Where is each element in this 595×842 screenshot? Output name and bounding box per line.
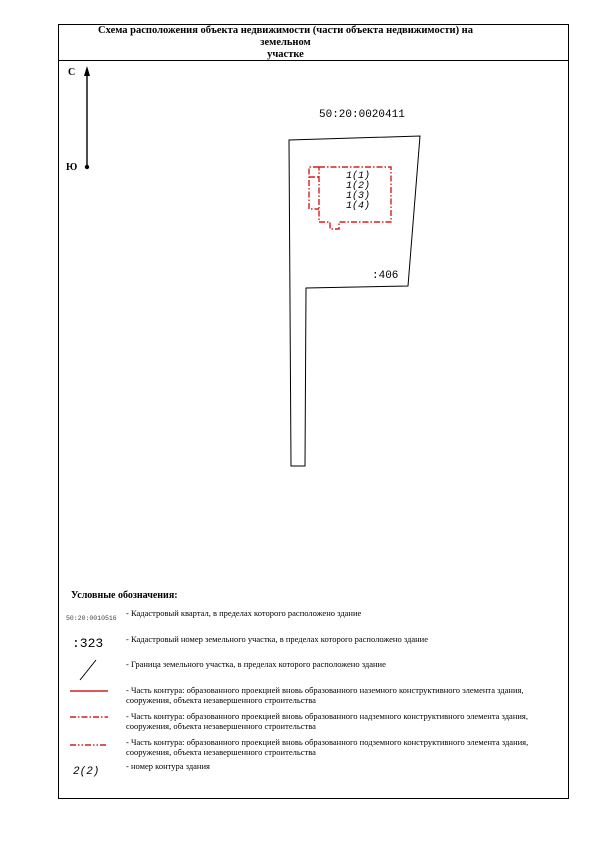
legend-text-boundary: - Граница земельного участка, в пределах которого расположено здание bbox=[126, 659, 386, 669]
north-arrow-icon bbox=[84, 66, 90, 169]
legend-text-underground-contour: - Часть контура: образованного проекцией вновь образованного подземного конструктивного элемента здания, сооружения, объекта незавершенного строительства bbox=[126, 737, 529, 757]
contour-label: 1(3) bbox=[346, 191, 371, 202]
legend-text-ground-contour: - Часть контура: образованного проекцией вновь образованного наземного конструктивного элемента здания, сооружения, объекта незавершенного строительства bbox=[126, 685, 524, 705]
contour-label: 1(1) bbox=[346, 171, 371, 182]
contour-label: 1(2) bbox=[346, 181, 371, 192]
legend-text-parcel-number: - Кадастровый номер земельного участка, в пределах которого расположено здание bbox=[126, 634, 429, 644]
legend-text-aboveground-contour: - Часть контура: образованного проекцией вновь образованного надземного конструктивного элемента здания, сооружения, объекта незавершенного строительства bbox=[126, 711, 528, 731]
compass-north-label: С bbox=[68, 67, 76, 78]
legend-symbol-parcel-number: :323 bbox=[72, 636, 104, 651]
legend-text-contour-number: - номер контура здания bbox=[126, 761, 210, 771]
parcel-number-label: :406 bbox=[372, 270, 399, 282]
contour-label: 1(4) bbox=[346, 201, 371, 212]
legend-text-quarter: - Кадастровый квартал, в пределах которого расположено здание bbox=[126, 608, 362, 618]
legend-title: Условные обозначения: bbox=[71, 590, 178, 601]
legend-symbol-contour-number: 2(2) bbox=[73, 766, 100, 778]
compass-south-label: Ю bbox=[66, 162, 78, 173]
title-line-2: участке bbox=[267, 48, 304, 60]
legend-symbol-quarter: 50:20:0010516 bbox=[66, 615, 117, 622]
title-line-1: Схема расположения объекта недвижимости (части объекта недвижимости) на земельном bbox=[98, 24, 473, 48]
cadastral-quarter-label: 50:20:0020411 bbox=[319, 109, 405, 121]
